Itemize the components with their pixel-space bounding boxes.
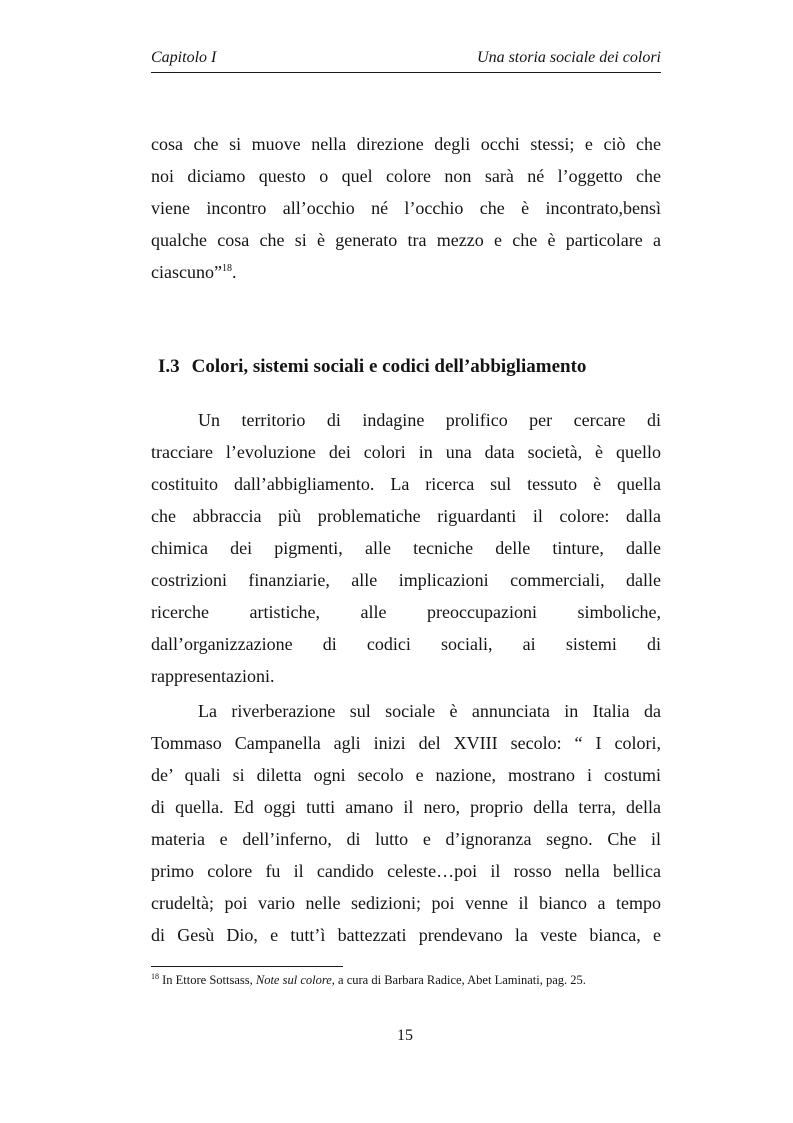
text-line: Un territorio di indagine prolifico per cercare di xyxy=(198,410,661,430)
text-line: di Gesù Dio, e tutt’ì battezzati prendevano la veste bianca, e xyxy=(151,925,661,945)
text-line: costituito dall’abbigliamento. La ricerca sul tessuto è quella xyxy=(151,474,661,494)
text-line: viene incontro all’occhio né l’occhio che è incontrato,bensì xyxy=(151,198,661,218)
header-title: Una storia sociale dei colori xyxy=(477,49,661,66)
text-line: di quella. Ed oggi tutti amano il nero, proprio della terra, della xyxy=(151,797,661,817)
text-line: primo colore fu il candido celeste…poi il rosso nella bellica xyxy=(151,861,661,881)
footnote-separator xyxy=(151,966,343,967)
text-line: rappresentazioni. xyxy=(151,666,275,686)
text-line: crudeltà; poi vario nelle sedizioni; poi venne il bianco a tempo xyxy=(151,893,661,913)
paragraph-2 xyxy=(151,695,661,951)
text-line: noi diciamo questo o quel colore non sarà né l’oggetto che xyxy=(151,166,661,186)
paragraph-1 xyxy=(151,404,661,692)
text-line: Tommaso Campanella agli inizi del XVIII secolo: “ I colori, xyxy=(151,733,661,753)
text-line: ricerche artistiche, alle preoccupazioni simboliche, xyxy=(151,602,661,622)
text-line: costrizioni finanziarie, alle implicazioni commerciali, dalle xyxy=(151,570,661,590)
header-chapter: Capitolo I xyxy=(151,49,217,66)
page-number: 15 xyxy=(397,1027,413,1044)
text-line: chimica dei pigmenti, alle tecniche delle tinture, dalle xyxy=(151,538,661,558)
text-line: tracciare l’evoluzione dei colori in una data società, è quello xyxy=(151,442,661,462)
text-line: materia e dell’inferno, di lutto e d’ignoranza segno. Che il xyxy=(151,829,661,849)
footnote-reference[interactable]: 18 xyxy=(221,263,232,274)
footnote-work-title: Note sul colore, xyxy=(255,973,335,987)
footnote-prefix: In Ettore Sottsass, xyxy=(162,973,256,987)
footnote-number: 18 xyxy=(151,972,159,981)
text-line: La riverberazione sul sociale è annunciata in Italia da xyxy=(198,701,661,721)
footnote-suffix: a cura di Barbara Radice, Abet Laminati, pag. 25. xyxy=(334,973,586,987)
text-line: dall’organizzazione di codici sociali, ai sistemi di xyxy=(151,634,661,654)
text-line: de’ quali si diletta ogni secolo e nazione, mostrano i costumi xyxy=(151,765,661,785)
text-line: cosa che si muove nella direzione degli occhi stessi; e ciò che xyxy=(151,134,661,154)
text-line-last xyxy=(151,256,661,288)
section-heading xyxy=(158,356,586,378)
continued-paragraph xyxy=(151,128,661,288)
text-line: qualche cosa che si è generato tra mezzo e che è particolare a xyxy=(151,230,661,250)
section-title: Colori, sistemi sociali e codici dell’abbigliamento xyxy=(191,356,587,377)
end-punctuation: . xyxy=(231,262,237,282)
running-header xyxy=(151,48,661,73)
footnote xyxy=(151,973,586,988)
text-line: ciascuno” xyxy=(151,262,222,282)
text-line: che abbraccia più problematiche riguardanti il colore: dalla xyxy=(151,506,661,526)
section-number: I.3 xyxy=(158,356,180,377)
